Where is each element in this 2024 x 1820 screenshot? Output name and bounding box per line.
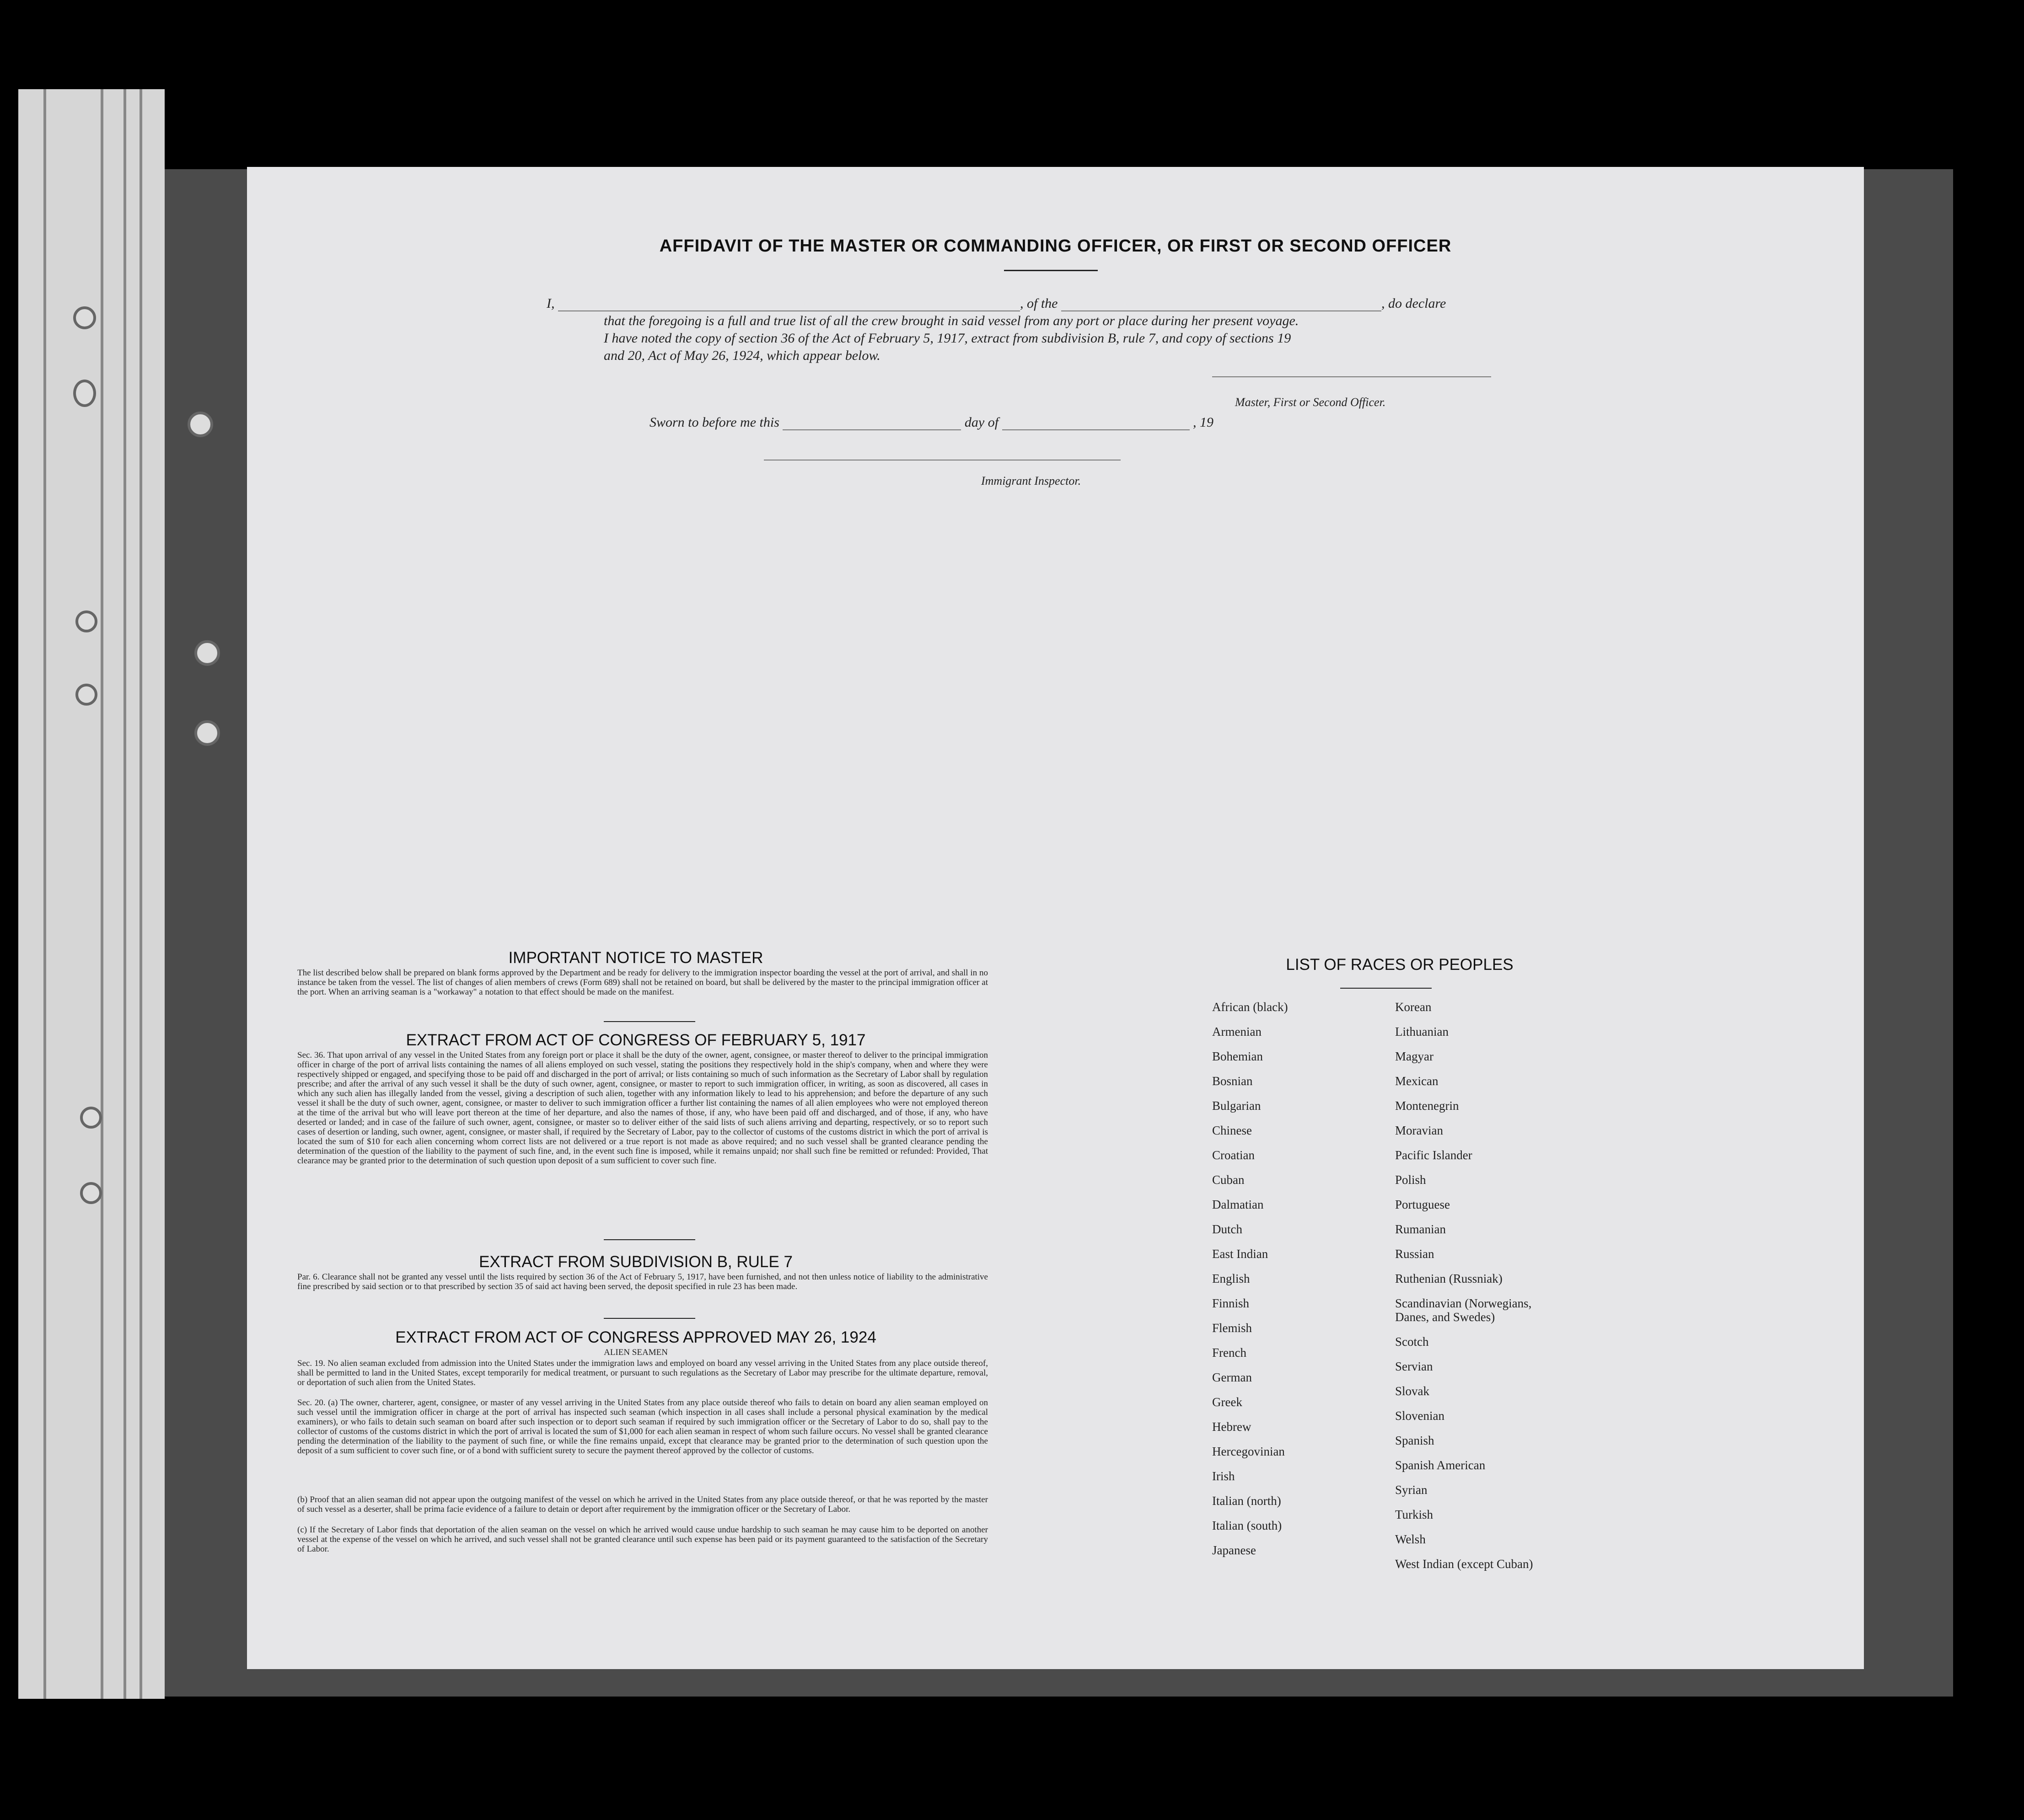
race-item: Mexican xyxy=(1395,1074,1439,1088)
punch-hole xyxy=(194,640,220,666)
race-item: Cuban xyxy=(1212,1173,1245,1187)
extract-1917-title: EXTRACT FROM ACT OF CONGRESS OF FEBRUARY 5, 1917 xyxy=(406,1031,866,1049)
race-item: Armenian xyxy=(1212,1025,1262,1038)
section-rule xyxy=(604,1239,695,1240)
punch-hole xyxy=(73,380,96,407)
race-item: Rumanian xyxy=(1395,1222,1446,1236)
race-item: Slovenian xyxy=(1395,1409,1444,1423)
extract-1917-body: Sec. 36. That upon arrival of any vessel in the United States from any foreign port or place it shall be the duty of the owner, agent, consignee, or master thereof to deliver to the principal immigration officer in charge of the port of arrival lists containing the names of all aliens employed on such vessel, stating the positions they respectively hold in the ship's company, when and where they were respectively shipped or engaged, and specifying those to be paid off and discharged in the port of arrival; or lists containing so much of such information as the Secretary of Labor shall by regulation prescribe; and after the arrival of any such vessel it shall be the duty of such owner, agent, consignee, or master to report to such immigration officer, in writing, as soon as discovered, all cases in which any such alien has illegally landed from the vessel, giving a description of such alien, together with any information likely to lead to his apprehension; and before the departure of any such vessel it shall be the duty of such owner, agent, consignee, or master to deliver to such immigration officer a further list containing the names of all alien employees who were not employed thereon at the time of the arrival but who will leave port thereon at the time of her departure, and also the names of those, if any, who have been paid off and discharged, and of those, if any, who have deserted or landed; and in case of the failure of such owner, agent, consignee, or master so to deliver either of the said lists of such aliens arriving and departing, respectively, or so to report such cases of desertion or landing, such owner, agent, consignee, or master shall, if required by the Secretary of Labor, pay to the collector of customs of the customs district in which the port of arrival is located the sum of $10 for each alien concerning whom correct lists are not delivered or a true report is not made as above required; and no such vessel shall be granted clearance pending the determination of the question of the liability to the payment of such fine, and, in the event such fine is imposed, while it remains unpaid; nor shall such fine be remitted or refunded: Provided, That clearance may be granted prior to the determination of such question upon deposit of a sum sufficient to cover such fine. xyxy=(297,1050,988,1166)
race-item: Ruthenian (Russniak) xyxy=(1395,1272,1503,1285)
race-item: Scandinavian (Norwegians, xyxy=(1395,1296,1532,1310)
notice-body: The list described below shall be prepared on blank forms approved by the Department and be ready for delivery to the immigration inspector boarding the vessel at the port of arrival, and shall in no instance be taken from the vessel. The list of changes of alien members of crews (Form 689) shall not be retained on board, but shall be delivered by the master to the principal immigration officer at the port. When an arriving seaman is a "workaway" a notation to that effect should be made on the manifest. xyxy=(297,968,988,997)
declare-label: , do declare xyxy=(1381,296,1446,311)
punch-hole xyxy=(75,610,97,632)
race-item: Scotch xyxy=(1395,1335,1429,1349)
race-item: Pacific Islander xyxy=(1395,1148,1472,1162)
race-item: African (black) xyxy=(1212,1000,1288,1014)
race-item: Spanish xyxy=(1395,1434,1434,1447)
race-item: French xyxy=(1212,1346,1246,1360)
race-item: Italian (south) xyxy=(1212,1519,1282,1532)
year-label: , 19 xyxy=(1193,415,1214,430)
race-item: Russian xyxy=(1395,1247,1434,1261)
punch-hole xyxy=(80,1182,102,1204)
race-item: Bosnian xyxy=(1212,1074,1253,1088)
declaration-line-3: I have noted the copy of section 36 of the Act of February 5, 1917, extract from subdivision B, rule 7, and copy of sections 19 xyxy=(604,331,1291,346)
race-item: East Indian xyxy=(1212,1247,1268,1261)
vessel-name-field[interactable] xyxy=(1061,310,1381,311)
extract-1924-subtitle: ALIEN SEAMEN xyxy=(604,1348,668,1357)
race-item: Lithuanian xyxy=(1395,1025,1449,1038)
punch-hole xyxy=(75,684,97,706)
race-item: Korean xyxy=(1395,1000,1432,1014)
declaration-line-1 xyxy=(547,296,1745,311)
race-item: Welsh xyxy=(1395,1532,1426,1546)
race-item: Hebrew xyxy=(1212,1420,1251,1434)
day-of-label: day of xyxy=(964,415,999,430)
race-item: Croatian xyxy=(1212,1148,1255,1162)
race-item: Servian xyxy=(1395,1360,1433,1373)
punch-hole xyxy=(73,306,96,329)
title-rule xyxy=(1004,270,1098,271)
master-signature-label: Master, First or Second Officer. xyxy=(1235,396,1386,409)
race-item: Polish xyxy=(1395,1173,1426,1187)
section-rule xyxy=(604,1021,695,1022)
sworn-label: Sworn to before me this xyxy=(650,415,779,430)
race-item: Slovak xyxy=(1395,1384,1430,1398)
races-title-rule xyxy=(1340,988,1432,989)
race-item: Chinese xyxy=(1212,1124,1252,1137)
race-item: Flemish xyxy=(1212,1321,1252,1335)
race-item: Dalmatian xyxy=(1212,1198,1264,1211)
race-item: Syrian xyxy=(1395,1483,1428,1497)
sworn-day-field[interactable] xyxy=(783,429,961,430)
master-signature-field[interactable] xyxy=(1212,376,1491,377)
race-item: Magyar xyxy=(1395,1049,1433,1063)
of-the-label: , of the xyxy=(1020,296,1058,311)
races-column-1 xyxy=(1212,1000,1288,1568)
race-item: West Indian (except Cuban) xyxy=(1395,1557,1533,1571)
punch-hole xyxy=(80,1107,102,1129)
race-item: Finnish xyxy=(1212,1296,1250,1310)
race-item: English xyxy=(1212,1272,1250,1285)
left-page-stack xyxy=(18,89,165,1699)
race-item: Greek xyxy=(1212,1395,1242,1409)
races-column-2 xyxy=(1395,1000,1533,1582)
punch-hole xyxy=(188,412,213,437)
declaration-line-4: and 20, Act of May 26, 1924, which appear below. xyxy=(604,348,880,363)
races-title: LIST OF RACES OR PEOPLES xyxy=(1286,956,1514,974)
punch-hole xyxy=(194,720,220,746)
race-item: Japanese xyxy=(1212,1543,1256,1557)
race-item: Portuguese xyxy=(1395,1198,1450,1211)
sworn-line xyxy=(650,415,1213,430)
race-item: Spanish American xyxy=(1395,1458,1486,1472)
sec20b-body: (b) Proof that an alien seaman did not appear upon the outgoing manifest of the vessel on which he arrived in the United States from any place outside thereof, or that he was reported by the master of such vessel as a deserter, shall be prima facie evidence of a failure to detain or deport after requirement by the immigration officer or the Secretary of Labor. xyxy=(297,1495,988,1514)
race-item: Danes, and Swedes) xyxy=(1395,1310,1495,1324)
sec20c-body: (c) If the Secretary of Labor finds that deportation of the alien seaman on the vessel on which he arrived would cause undue hardship to such seaman he may cause him to be deported on another vessel at the expense of the vessel on which he arrived, and such vessel shall not be granted clearance until such expense has been paid or its payment guaranteed to the satisfaction of the Secretary of Labor. xyxy=(297,1525,988,1554)
notice-title: IMPORTANT NOTICE TO MASTER xyxy=(508,949,763,967)
race-item: Italian (north) xyxy=(1212,1494,1281,1508)
sec20a-body: Sec. 20. (a) The owner, charterer, agent, consignee, or master of any vessel arriving in the United States from any place outside thereof who fails to detain on board any alien seaman employed on such vessel until the immigration officer in charge at the port of arrival has inspected such seaman (which inspection in all cases shall include a personal physical examination by the medical examiners), or who fails to detain such seaman on board after such inspection or to deport such seaman if required by such immigration officer or the Secretary of Labor to do so, shall pay to the collector of customs of the customs district in which the port of arrival is located the sum of $1,000 for each alien seaman in respect of whom such failure occurs. No vessel shall be granted clearance pending the determination of the liability to the payment of such fine, or while the fine remains unpaid, except that clearance may be granted prior to the determination of such question upon the deposit of a sum sufficient to cover such fine, or of a bond with sufficient surety to secure the payment thereof approved by the collector of customs. xyxy=(297,1398,988,1456)
manifest-form-page xyxy=(247,167,1864,1669)
sworn-month-field[interactable] xyxy=(1002,429,1190,430)
race-item: Irish xyxy=(1212,1469,1235,1483)
race-item: Hercegovinian xyxy=(1212,1445,1285,1458)
declarant-name-field[interactable] xyxy=(558,310,1020,311)
race-item: Turkish xyxy=(1395,1508,1433,1521)
affidavit-title: AFFIDAVIT OF THE MASTER OR COMMANDING OFFICER, OR FIRST OR SECOND OFFICER xyxy=(659,236,1452,256)
race-item: Dutch xyxy=(1212,1222,1242,1236)
race-item: Montenegrin xyxy=(1395,1099,1459,1113)
extract-1924-title: EXTRACT FROM ACT OF CONGRESS APPROVED MAY 26, 1924 xyxy=(395,1328,876,1346)
race-item: Moravian xyxy=(1395,1124,1443,1137)
race-item: Bulgarian xyxy=(1212,1099,1261,1113)
declaration-line-2: that the foregoing is a full and true list of all the crew brought in said vessel from any port or place during her present voyage. xyxy=(604,313,1299,328)
rule7-title: EXTRACT FROM SUBDIVISION B, RULE 7 xyxy=(479,1253,793,1271)
declarant-label: I, xyxy=(547,296,555,311)
rule7-body: Par. 6. Clearance shall not be granted any vessel until the lists required by section 36 of the Act of February 5, 1917, have been furnished, and not then unless notice of liability to the administrative fine prescribed by said section or to that prescribed by section 35 of said act having been served, the deposit specified in rule 23 has been made. xyxy=(297,1272,988,1291)
race-item: Bohemian xyxy=(1212,1049,1263,1063)
sec19-body: Sec. 19. No alien seaman excluded from admission into the United States under the immigration laws and employed on board any vessel arriving in the United States from any place outside thereof, shall be permitted to land in the United States, except temporarily for medical treatment, or pursuant to such regulations as the Secretary of Labor may prescribe for the ultimate departure, removal, or deportation of such alien from the United States. xyxy=(297,1359,988,1387)
race-item: German xyxy=(1212,1370,1252,1384)
inspector-signature-label: Immigrant Inspector. xyxy=(981,474,1081,487)
section-rule xyxy=(604,1318,695,1319)
